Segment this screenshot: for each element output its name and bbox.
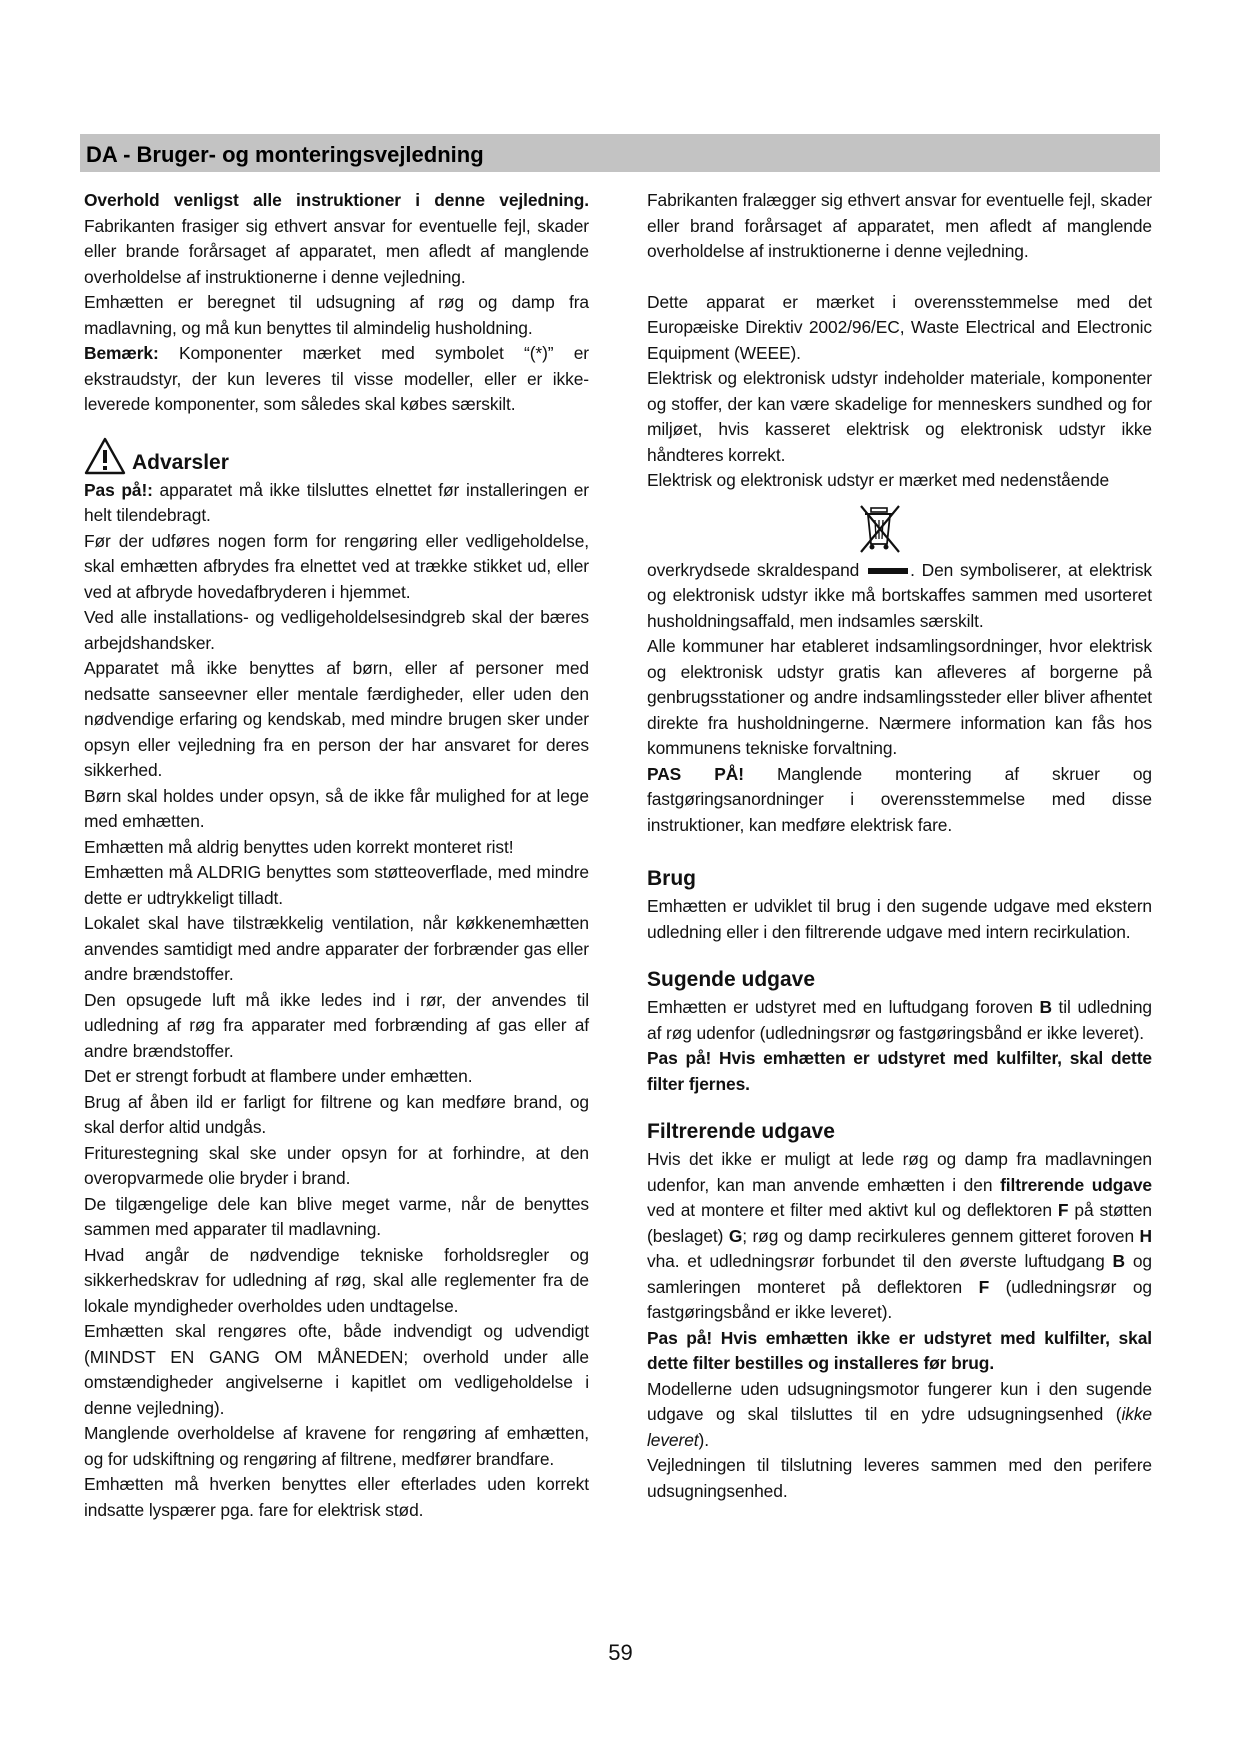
- warning-item: Brug af åben ild er farligt for filtrene og kan medføre brand, og skal derfor altid undgås.: [84, 1091, 589, 1137]
- warning-label: Pas på!:: [84, 479, 153, 500]
- connection-paragraph: Vejledningen til tilslutning leveres sammen med den perifere udsugningsenhed.: [647, 1455, 1152, 1501]
- left-column: [84, 188, 589, 1523]
- warning-item: Emhætten må hverken benyttes eller efterlades uden korrekt indsatte lyspærer pga. fare for elektrisk stød.: [84, 1474, 589, 1520]
- warning-item: Friturestegning skal ske under opsyn for at forhindre, at den overopvarmede olie bryder i brand.: [84, 1142, 589, 1188]
- header-bar: [80, 134, 1160, 172]
- warning-text: apparatet må ikke tilsluttes elnettet før installeringen er helt tilendebragt.: [84, 479, 589, 525]
- note-text: Komponenter mærket med symbolet “(*)” er ekstraudstyr, der kun leveres til visse modeller, eller er ikke-leverede komponenter, som således skal købes særskilt.: [84, 343, 589, 414]
- filt-bold: filtrerende udgave: [1000, 1174, 1152, 1195]
- caution-paragraph: [647, 762, 1152, 839]
- warning-item: Emhætten må ALDRIG benyttes som støtteoverflade, med mindre dette er udtrykkeligt tilladt.: [84, 862, 589, 908]
- models-text: Modellerne uden udsugningsmotor fungerer kun i den sugende udgave og skal tilsluttes til en ydre udsugningsenhed (: [647, 1378, 1152, 1424]
- warning-item: Apparatet må ikke benyttes af børn, eller af personer med nedsatte sanseevner eller mentale færdigheder, eller uden den nødvendige erfaring og kendskab, med mindre brugen sker under opsyn eller vejledning fra en person der har ansvaret for deres sikkerhed.: [84, 658, 589, 780]
- ref-g: G: [728, 1225, 743, 1246]
- warnings-title: Advarsler: [132, 450, 229, 474]
- right-column: [647, 188, 1152, 1504]
- warning-item: Ved alle installations- og vedligeholdelsesindgreb skal der bæres arbejdshandsker.: [84, 607, 589, 653]
- bin-bar-symbol: [868, 568, 908, 574]
- note-paragraph: [84, 341, 589, 418]
- warning-item: Børn skal holdes under opsyn, så de ikke får mulighed for at lege med emhætten.: [84, 785, 589, 831]
- bin-paragraph: [647, 558, 1152, 635]
- ref-b: B: [1039, 997, 1052, 1017]
- hazard-paragraph: Elektrisk og elektronisk udstyr indeholder materiale, komponenter og stoffer, der kan være skadelige for menneskers sundhed og for miljøet, hvis kasseret elektrisk og elektronisk udstyr ikke håndteres korrekt.: [647, 368, 1152, 465]
- filt-text: (udledningsrør og fastgøringsbånd er ikke leveret).: [647, 1276, 1152, 1322]
- sugende-text-a: Emhætten er udstyret med en luftudgang foroven: [647, 997, 1040, 1017]
- usage-paragraph: Emhætten er beregnet til udsugning af røg og damp fra madlavning, og må kun benyttes til almindelig husholdning.: [84, 292, 589, 338]
- ref-f: F: [1057, 1200, 1069, 1220]
- filt-text: Hvis det ikke er muligt at lede røg og damp fra madlavningen udenfor, kan man anvende emhætten i den: [647, 1149, 1152, 1195]
- warning-item: Før der udføres nogen form for rengøring eller vedligeholdelse, skal emhætten afbrydes fra elnettet ved at trække stikket ud, eller ved at afbryde hovedafbryderen i hjemmet.: [84, 530, 589, 602]
- page-number: 59: [608, 1640, 633, 1665]
- filt-text: ved at montere et filter med aktivt kul og deflektoren: [647, 1200, 1058, 1220]
- filtrerende-warning: Pas på! Hvis emhætten ikke er udstyret med kulfilter, skal dette filter bestilles og installeres før brug.: [647, 1327, 1152, 1373]
- collection-paragraph: Alle kommuner har etableret indsamlingsordninger, hvor elektrisk og elektronisk udstyr gratis kan afleveres af borgerne på genbrugsstationer og andre indsamlingssteder eller bliver afhentet direkte fra husholdningerne. Nærmere information kan fås hos kommunens tekniske forvaltning.: [647, 636, 1152, 758]
- warning-item: Emhætten skal rengøres ofte, både indvendigt og udvendigt (MINDST EN GANG OM MÅNEDEN; overhold under alle omstændigheder angivelserne i kapitlet om vedligeholdelse i denne vejledning).: [84, 1321, 589, 1418]
- document-title: DA - Bruger- og monteringsvejledning: [86, 142, 484, 167]
- bin-text-b: . Den symboliserer, at elektrisk og elektronisk udstyr ikke må bortskaffes sammen med usorteret husholdningsaffald, men indsamles særskilt.: [647, 559, 1153, 631]
- sugende-text-b: til udledning af røg udenfor (udledningsrør og fastgøringsbånd er ikke leveret).: [647, 997, 1152, 1043]
- warning-item: Den opsugede luft må ikke ledes ind i rør, der anvendes til udledning af røg fra apparater med forbrænding af gas eller af andre brændstoffer.: [84, 989, 589, 1061]
- warning-item: Manglende overholdelse af kravene for rengøring af emhætten, og for udskiftning og rengøring af filtrene, medfører brandfare.: [84, 1423, 589, 1469]
- liability-paragraph: Fabrikanten fralægger sig ethvert ansvar for eventuelle fejl, skader eller brand forårsaget af apparatet, men afledt af manglende overholdelse af instruktionerne i denne vejledning.: [647, 190, 1152, 261]
- warning-item: De tilgængelige dele kan blive meget varme, når de benyttes sammen med apparater til madlavning.: [84, 1193, 589, 1239]
- warning-item: Emhætten må aldrig benyttes uden korrekt monteret rist!: [84, 836, 514, 857]
- filtrerende-paragraph: [647, 1147, 1152, 1326]
- sugende-paragraph: [647, 995, 1152, 1046]
- ref-h: H: [1139, 1225, 1152, 1246]
- weee-directive-paragraph: Dette apparat er mærket i overensstemmelse med det Europæiske Direktiv 2002/96/EC, Waste Electrical and Electronic Equipment (WEEE).: [647, 291, 1152, 363]
- ref-f: F: [978, 1276, 990, 1297]
- bin-text-a: overkrydsede skraldespand: [647, 559, 860, 580]
- ref-b: B: [1112, 1251, 1126, 1271]
- filt-text: og samleringen monteret på deflektoren: [647, 1251, 1152, 1297]
- section-title-sugende: Sugende udgave: [647, 968, 816, 991]
- note-label: Bemærk:: [84, 343, 159, 363]
- crossed-bin-icon: [857, 502, 903, 556]
- marking-paragraph: Elektrisk og elektronisk udstyr er mærket med nedenstående: [647, 470, 1110, 490]
- models-italic: ikke leveret: [647, 1404, 1152, 1450]
- intro-text: Fabrikanten frasiger sig ethvert ansvar for eventuelle fejl, skader eller brande forårsaget af apparatet, men afledt af manglende overholdelse af instruktionerne i denne vejledning.: [84, 215, 589, 287]
- sugende-warning: Pas på! Hvis emhætten er udstyret med kulfilter, skal dette filter fjernes.: [647, 1048, 1152, 1094]
- caution-text: Manglende montering af skruer og fastgøringsanordninger i overensstemmelse med disse instruktioner, kan medføre elektrisk fare.: [647, 763, 1152, 835]
- models-paragraph: [647, 1377, 1152, 1454]
- weee-symbol: [647, 502, 1152, 556]
- warning-item: Det er strengt forbudt at flambere under emhætten.: [84, 1066, 473, 1086]
- warning-item: [84, 478, 589, 529]
- brug-paragraph: Emhætten er udviklet til brug i den sugende udgave med ekstern udledning eller i den filtrerende udgave med intern recirkulation.: [647, 896, 1152, 942]
- section-title-filtrerende: Filtrerende udgave: [647, 1120, 835, 1143]
- warning-item: Hvad angår de nødvendige tekniske forholdsregler og sikkerhedskrav for udledning af røg, skal alle reglementer fra de lokale myndigheder overholdes uden undtagelse.: [84, 1244, 589, 1316]
- models-end: ).: [698, 1429, 709, 1450]
- warning-item: Lokalet skal have tilstrækkelig ventilation, når køkkenemhætten anvendes samtidigt med andre apparater der forbrænder gas eller andre brændstoffer.: [84, 913, 589, 984]
- intro-bold: Overhold venligst alle instruktioner i denne vejledning.: [84, 190, 589, 210]
- filt-text: på støtten (beslaget): [647, 1200, 1152, 1246]
- filt-text: vha. et udledningsrør forbundet til den øverste luftudgang: [647, 1251, 1113, 1271]
- filt-text: ; røg og damp recirkuleres gennem gitteret foroven: [742, 1225, 1140, 1246]
- intro-paragraph: [84, 188, 589, 290]
- warning-triangle-icon: [84, 436, 126, 476]
- section-title-brug: Brug: [647, 867, 696, 890]
- caution-label: PAS PÅ!: [647, 763, 744, 784]
- warnings-heading: [84, 434, 589, 476]
